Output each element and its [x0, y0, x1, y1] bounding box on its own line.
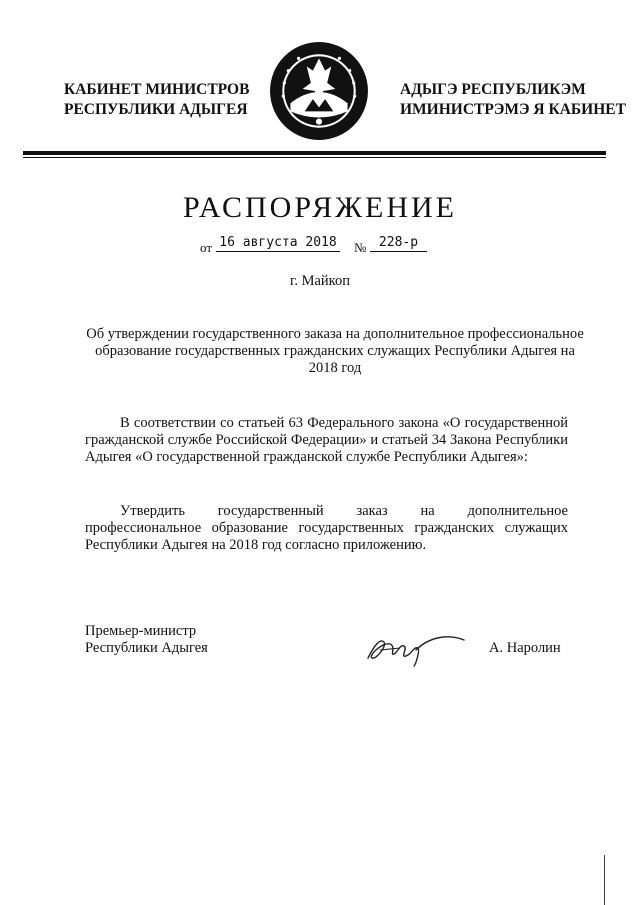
coat-of-arms-icon [268, 40, 370, 142]
preamble-paragraph: В соответствии со статьей 63 Федерального закона «О государственной гражданской службе Российской Федерации» и статьей 34 Закона Республики Адыгея «О государственной гражданской службе Республики Адыгея»: [85, 415, 568, 465]
document-type-title: РАСПОРЯЖЕНИЕ [182, 191, 458, 224]
document-number: 228-р [370, 234, 427, 252]
signatory-name: А. Наролин [489, 640, 561, 656]
date-number-line [0, 234, 640, 256]
signatory-title [85, 623, 208, 657]
signatory-title-line1: Премьер-министр [85, 623, 197, 639]
signatory-title-line2: Республики Адыгея [85, 640, 208, 656]
resolution-paragraph: Утвердить государственный заказ на дополнительное профессиональное образование государственных гражданских служащих Республики Адыгея на 2018 год согласно приложению. [85, 503, 568, 553]
issuer-name-russian-line1: КАБИНЕТ МИНИСТРОВ [64, 81, 250, 98]
issuer-name-adyghe [400, 80, 626, 120]
document-subject: Об утверждении государственного заказа на дополнительное профессиональное образование государственных гражданских служащих Республики Адыгея на 2018 год [86, 326, 584, 376]
header-rule-thin [23, 157, 606, 158]
header-rule-thick [23, 151, 606, 155]
scan-edge-mark [604, 855, 605, 905]
document-date: 16 августа 2018 [216, 234, 340, 252]
number-prefix: № [354, 240, 367, 255]
issuer-name-adyghe-line1: АДЫГЭ РЕСПУБЛИКЭМ [400, 81, 586, 98]
issuer-name-adyghe-line2: ИМИНИСТРЭМЭ Я КАБИНЕТ [400, 101, 626, 118]
handwritten-signature [360, 628, 470, 668]
city: г. Майкоп [290, 273, 350, 289]
issuer-name-russian-line2: РЕСПУБЛИКИ АДЫГЕЯ [64, 101, 248, 118]
issuer-name-russian [64, 80, 249, 120]
date-prefix: от [200, 240, 213, 255]
